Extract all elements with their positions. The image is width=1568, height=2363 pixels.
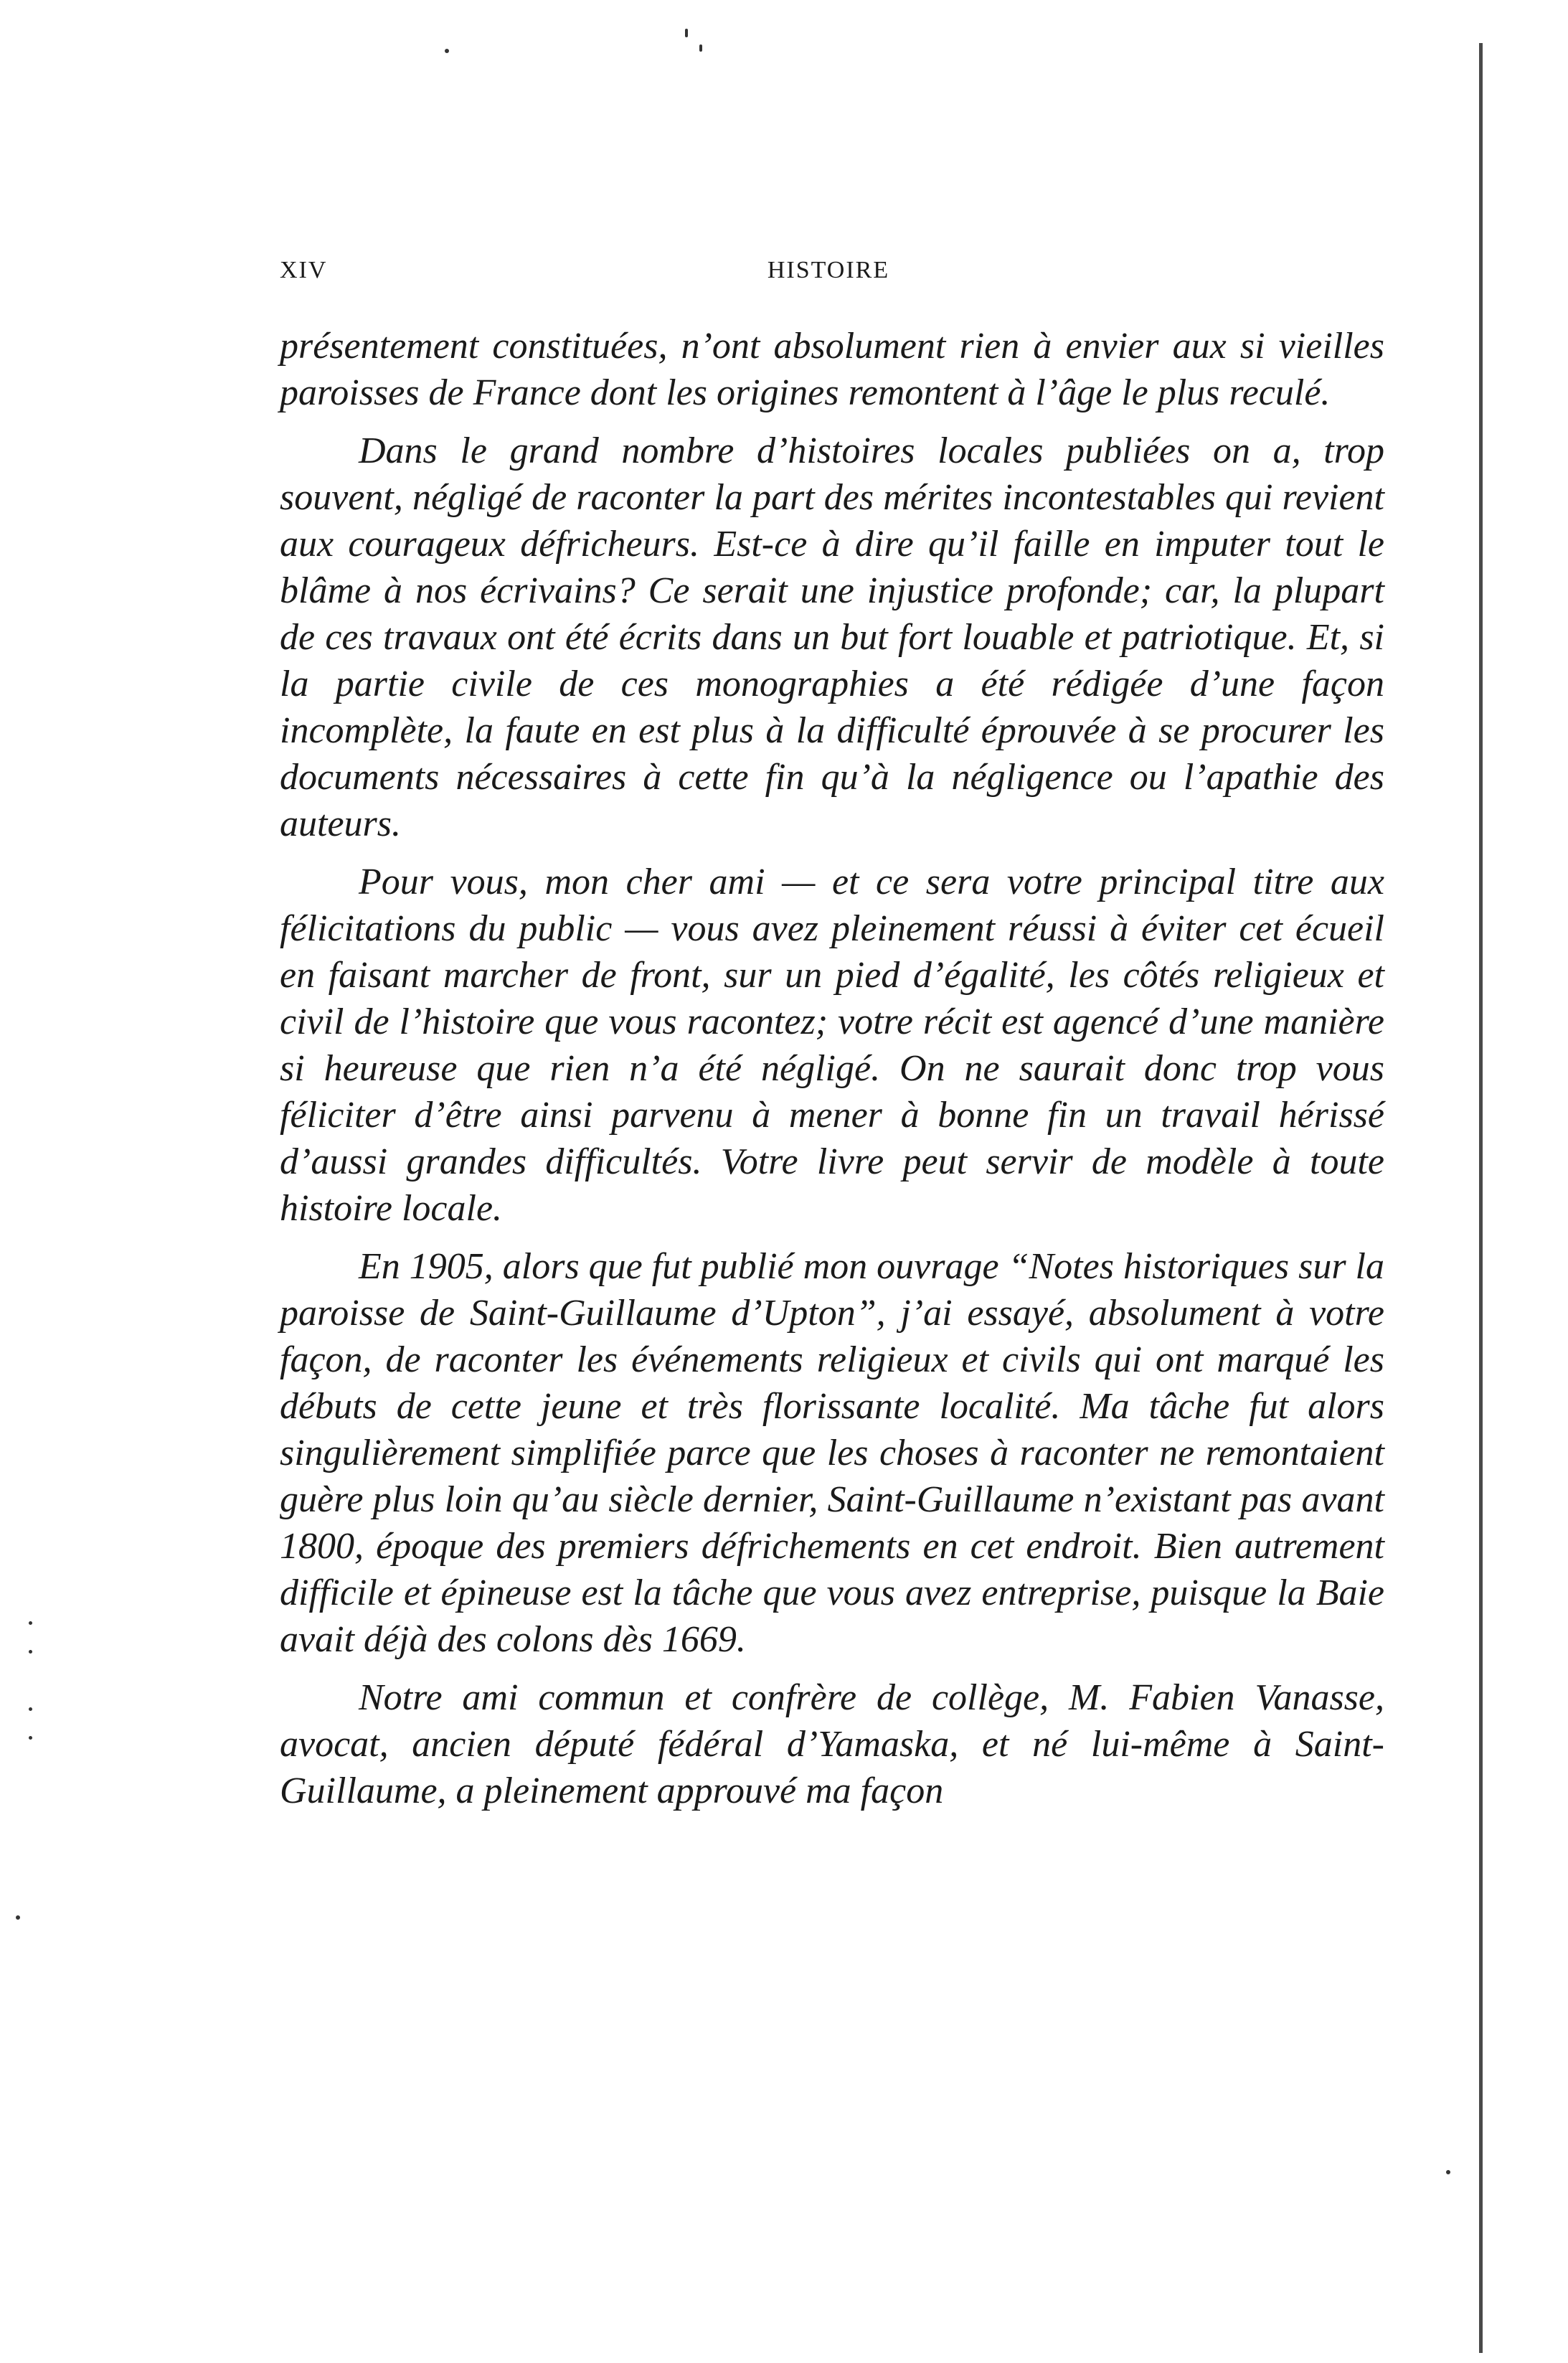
scan-speck	[445, 49, 449, 53]
page-number: XIV	[280, 257, 328, 283]
scan-speck	[29, 1707, 32, 1711]
body-text	[280, 323, 1384, 1814]
running-head	[280, 257, 1377, 300]
scan-speck	[29, 1650, 32, 1654]
paragraph: présentement constituées, n’ont absolument rien à envier aux si vieilles paroisses de France dont les origines remontent à l’âge le plus reculé.	[280, 326, 1384, 413]
paragraph: En 1905, alors que fut publié mon ouvrage “Notes historiques sur la paroisse de Saint-Guillaume d’Upton”, j’ai essayé, absolument à votre façon, de raconter les événements religieux et civils qui ont marqué les débuts de cette jeune et très florissante localité. Ma tâche fut alors singulièrement simplifiée parce que les choses à raconter ne remontaient guère plus loin qu’au siècle dernier, Saint-Guillaume n’existant pas avant 1800, époque des premiers défrichements en cet endroit. Bien autrement difficile et épineuse est la tâche que vous avez entreprise, puisque la Baie avait déjà des colons dès 1669.	[280, 1246, 1384, 1660]
binding-edge-rule	[1479, 43, 1483, 2353]
scan-speck	[699, 44, 702, 52]
paragraph: Dans le grand nombre d’histoires locales publiées on a, trop souvent, négligé de raconter la part des mérites incontestables qui revient aux courageux défricheurs. Est-ce à dire qu’il faille en imputer tout le blâme à nos écrivains? Ce serait une injustice profonde; car, la plupart de ces travaux ont été écrits dans un but fort louable et patriotique. Et, si la partie civile de ces monographies a été rédigée d’une façon incomplète, la faute en est plus à la difficulté éprouvée à se procurer les documents nécessaires à cette fin qu’à la négligence ou l’apathie des auteurs.	[280, 430, 1384, 844]
paragraph: Notre ami commun et confrère de collège, M. Fabien Vanasse, avocat, ancien député fédéral d’Yamaska, et né lui-même à Saint-Guillaume, a pleinement approuvé ma façon	[280, 1677, 1384, 1811]
scan-speck	[29, 1736, 32, 1740]
paragraph: Pour vous, mon cher ami — et ce sera votre principal titre aux félicitations du public — vous avez pleinement réussi à éviter cet écueil en faisant marcher de front, sur un pied d’égalité, les côtés religieux et civil de l’histoire que vous racontez; votre récit est agencé d’une manière si heureuse que rien n’a été négligé. On ne saurait donc trop vous féliciter d’être ainsi parvenu à mener à bonne fin un travail hérissé d’aussi grandes difficultés. Votre livre peut servir de modèle à toute histoire locale.	[280, 862, 1384, 1229]
scan-speck	[1446, 2170, 1450, 2174]
running-title: HISTOIRE	[767, 257, 890, 283]
scan-speck	[16, 1915, 20, 1920]
scan-speck	[29, 1621, 32, 1625]
scan-speck	[685, 29, 688, 37]
